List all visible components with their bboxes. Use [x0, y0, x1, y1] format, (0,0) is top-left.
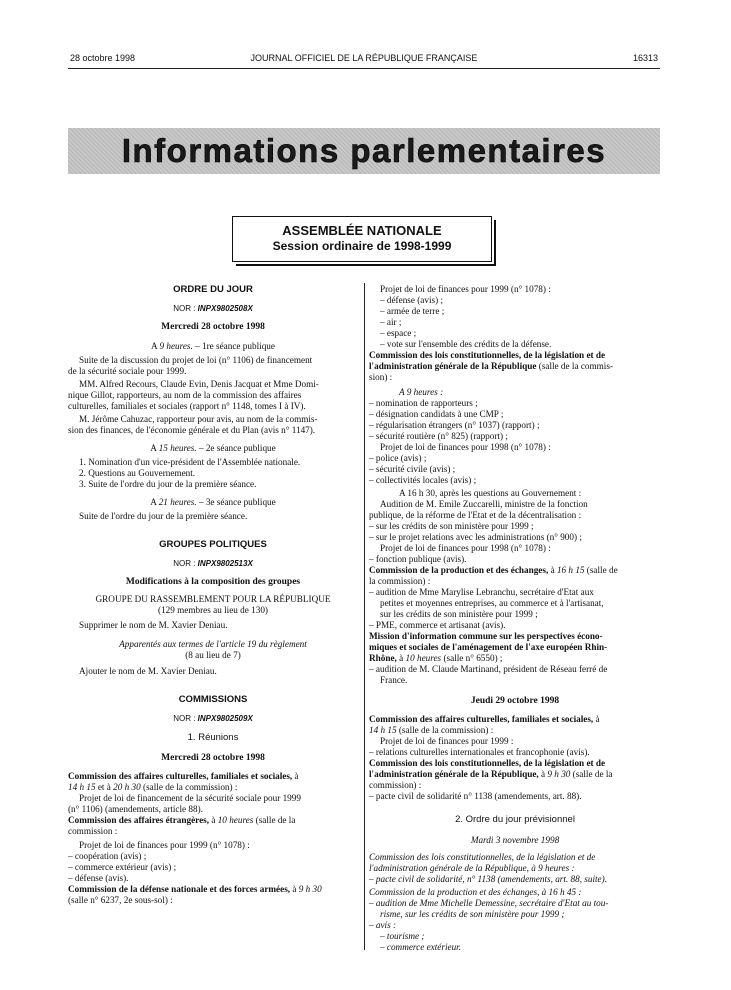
text-line: M. Jérôme Cahuzac, rapporteur pour avis, au nom de la commis-: [79, 414, 318, 424]
list-item: 3. Suite de l'ordre du jour de la première séance.: [79, 479, 257, 489]
list-item: – vote sur l'ensemble des crédits de la défense.: [380, 339, 552, 349]
list-item: 1. Nomination d'un vice-président de l'Assemblée nationale.: [79, 457, 301, 467]
text-line: publique, de la réforme de l'Etat et de la décentralisation :: [369, 510, 582, 520]
left-column: [68, 284, 358, 906]
text-line: commission) :: [369, 780, 422, 790]
seance-line: A 15 heures. – 2e séance publique: [150, 443, 276, 453]
mission-line: Rhône, à 10 heures (salle n° 6550) ;: [369, 653, 503, 663]
text-line: (n° 1106) (amendements, article 88).: [68, 804, 203, 814]
text-line: (8 au lieu de 7): [185, 650, 241, 660]
list-item: – commerce extérieur.: [380, 942, 462, 952]
text-line: risme, sur les crédits de son ministère pour 1999 ;: [380, 909, 565, 919]
date-heading: Mercredi 28 octobre 1998: [161, 322, 265, 332]
text-line: petites et moyennes entreprises, au commerce et à l'artisanat,: [380, 598, 604, 608]
text-line: Supprimer le nom de M. Xavier Deniau.: [79, 620, 228, 630]
list-item: – audition de Mme Marylise Lebranchu, secrétaire d'Etat aux: [369, 587, 594, 597]
text-line: la commission) :: [369, 576, 431, 586]
list-item: – pacte civil de solidarité n° 1138 (amendements, art. 88).: [369, 791, 582, 801]
list-item: – relations culturelles internationales et francophonie (avis).: [369, 747, 590, 757]
nor-reference: NOR : INPX9802509X: [173, 714, 253, 723]
commission-line: l'administration générale de la République, à 9 h 30 (salle de la: [369, 769, 613, 779]
list-item: – tourisme ;: [380, 931, 425, 941]
text-line: Audition de M. Emile Zuccarelli, ministre de la fonction: [380, 499, 588, 509]
text-line: Apparentés aux termes de l'article 19 du règlement: [119, 639, 307, 649]
subheading-modifications: Modifications à la composition des groupes: [125, 577, 301, 587]
list-item: – espace ;: [380, 328, 417, 338]
right-column: [369, 284, 661, 953]
list-item: – défense (avis) ;: [380, 295, 444, 305]
list-item: – pacte civil de solidarité, n° 1138 (amendements, art. 88, suite).: [369, 874, 607, 884]
list-item: 2. Questions au Gouvernement.: [79, 468, 196, 478]
commission-line: l'administration générale de la République (salle de la commis-: [369, 361, 613, 371]
text-line: sion) :: [369, 372, 393, 382]
commission-line: Commission des affaires culturelles, familiales et sociales, à: [369, 714, 600, 724]
mission-line: Mission d'information commune sur les perspectives écono-: [369, 631, 603, 641]
time-line: A 9 heures :: [399, 387, 444, 397]
list-item: – sécurité civile (avis) ;: [369, 464, 456, 474]
header-page-number: 16313: [632, 53, 658, 63]
commission-line: 14 h 15 (salle de la commission) :: [369, 725, 494, 735]
heading-reunions: 1. Réunions: [187, 732, 239, 743]
text-line: commission :: [68, 826, 118, 836]
list-item: – audition de M. Claude Martinand, président de Réseau ferré de: [369, 664, 608, 674]
text-line: Projet de loi de finances pour 1998 (n° 1078) :: [380, 442, 551, 452]
date-heading: Jeudi 29 octobre 1998: [470, 696, 560, 706]
text-line: (salle n° 6237, 2e sous-sol) :: [68, 895, 173, 905]
commission-line: Commission de la défense nationale et des forces armées, à 9 h 30: [68, 884, 322, 894]
text-line: de la sécurité sociale pour 1999.: [68, 366, 187, 376]
seance-line: A 9 heures. – 1re séance publique: [151, 341, 275, 351]
list-item: – avis :: [369, 920, 397, 930]
list-item: – défense (avis).: [68, 873, 129, 883]
list-item: – fonction publique (avis).: [369, 554, 467, 564]
list-item: – air ;: [380, 317, 402, 327]
commission-line: Commission des lois constitutionnelles, de la législation et de: [369, 758, 606, 768]
seance-line: A 21 heures. – 3e séance publique: [150, 497, 276, 507]
text-line: nique Gillot, rapporteurs, au nom de la commission des affaires: [68, 390, 302, 400]
text-line: Ajouter le nom de M. Xavier Deniau.: [79, 666, 217, 676]
list-item: – PME, commerce et artisanat (avis).: [369, 620, 506, 630]
list-item: – désignation candidats à une CMP ;: [369, 409, 504, 419]
list-item: – coopération (avis) ;: [68, 851, 147, 861]
nor-reference: NOR : INPX9802513X: [173, 559, 253, 568]
commission-line: Commission des affaires étrangères, à 10 heures (salle de la: [68, 815, 296, 825]
list-item: – commerce extérieur (avis) ;: [68, 862, 177, 872]
time-line: A 16 h 30, après les questions au Gouvernement :: [399, 488, 582, 498]
text-line: culturelles, familiales et sociales (rapport n° 1148, tomes I à IV).: [68, 401, 306, 411]
assembly-box: [232, 216, 492, 262]
commission-line: Commission des lois constitutionnelles, de la législation et de: [369, 350, 606, 360]
text-line: sion des finances, de l'économie générale et du Plan (avis n° 1147).: [68, 425, 316, 435]
assembly-title: ASSEMBLÉE NATIONALE: [282, 223, 442, 238]
header-rule: [68, 68, 660, 69]
text-line: Projet de loi de finances pour 1998 (n° 1078) :: [380, 543, 551, 553]
list-item: – audition de Mme Michelle Demessine, secrétaire d'Etat au tou-: [369, 898, 609, 908]
list-item: – armée de terre ;: [380, 306, 445, 316]
heading-groupes-politiques: GROUPES POLITIQUES: [159, 539, 267, 550]
date-heading: Mardi 3 novembre 1998: [470, 835, 560, 845]
nor-reference: NOR : INPX9802508X: [173, 304, 253, 313]
list-item: – nomination de rapporteurs ;: [369, 398, 478, 408]
banner-title: Informations parlementaires: [121, 132, 607, 169]
heading-commissions: COMMISSIONS: [178, 694, 248, 705]
header-journal-title: JOURNAL OFFICIEL DE LA RÉPUBLIQUE FRANÇAISE: [250, 53, 478, 63]
commission-line: Commission de la production et des échanges, à 16 h 45 :: [369, 887, 582, 897]
list-item: – sur le projet relations avec les administrations (n° 900) ;: [369, 532, 582, 542]
header-date: 28 octobre 1998: [70, 53, 136, 63]
text-line: Projet de loi de financement de la sécurité sociale pour 1999: [79, 793, 301, 803]
running-header: [70, 53, 658, 67]
list-item: – sécurité routière (n° 825) (rapport) ;: [369, 431, 508, 441]
text-line: France.: [380, 675, 408, 685]
text-line: Projet de loi de finances pour 1999 (n° 1078) :: [380, 284, 551, 294]
column-divider: [364, 283, 365, 950]
list-item: – collectivités locales (avis) ;: [369, 475, 477, 485]
session-title: Session ordinaire de 1998-1999: [272, 239, 452, 253]
section-banner: [68, 128, 660, 174]
text-line: Suite de la discussion du projet de loi (n° 1106) de financement: [79, 355, 313, 365]
list-item: – sur les crédits de son ministère pour 1999 ;: [369, 521, 534, 531]
commission-line: Commission de la production et des échanges, à 16 h 15 (salle de: [369, 565, 618, 575]
date-heading: Mercredi 28 octobre 1998: [161, 753, 265, 763]
list-item: – régularisation étrangers (n° 1037) (rapport) ;: [369, 420, 540, 430]
text-line: (129 membres au lieu de 130): [158, 605, 268, 615]
commission-line: Commission des lois constitutionnelles, de la législation et de: [369, 852, 596, 862]
commission-line: l'administration générale de la République, à 9 heures :: [369, 863, 575, 873]
commission-line: Commission des affaires culturelles, familiales et sociales, à: [68, 771, 299, 781]
text-line: Projet de loi de finances pour 1999 (n° 1078) :: [79, 840, 250, 850]
commission-line: 14 h 15 et à 20 h 30 (salle de la commission) :: [68, 782, 238, 792]
text-line: GROUPE DU RASSEMBLEMENT POUR LA RÉPUBLIQUE: [95, 594, 331, 604]
text-line: MM. Alfred Recours, Claude Evin, Denis Jacquat et Mme Domi-: [79, 379, 319, 389]
text-line: sur les crédits de son ministère pour 1999 ;: [380, 609, 538, 619]
list-item: – police (avis) ;: [369, 453, 427, 463]
heading-ordre-previsionnel: 2. Ordre du jour prévisionnel: [455, 814, 575, 825]
text-line: Projet de loi de finances pour 1999 :: [380, 736, 514, 746]
heading-ordre-du-jour: ORDRE DU JOUR: [173, 284, 253, 295]
mission-line: miques et sociales de l'aménagement de l'axe européen Rhin-: [369, 642, 608, 652]
text-line: Suite de l'ordre du jour de la première séance.: [79, 511, 248, 521]
